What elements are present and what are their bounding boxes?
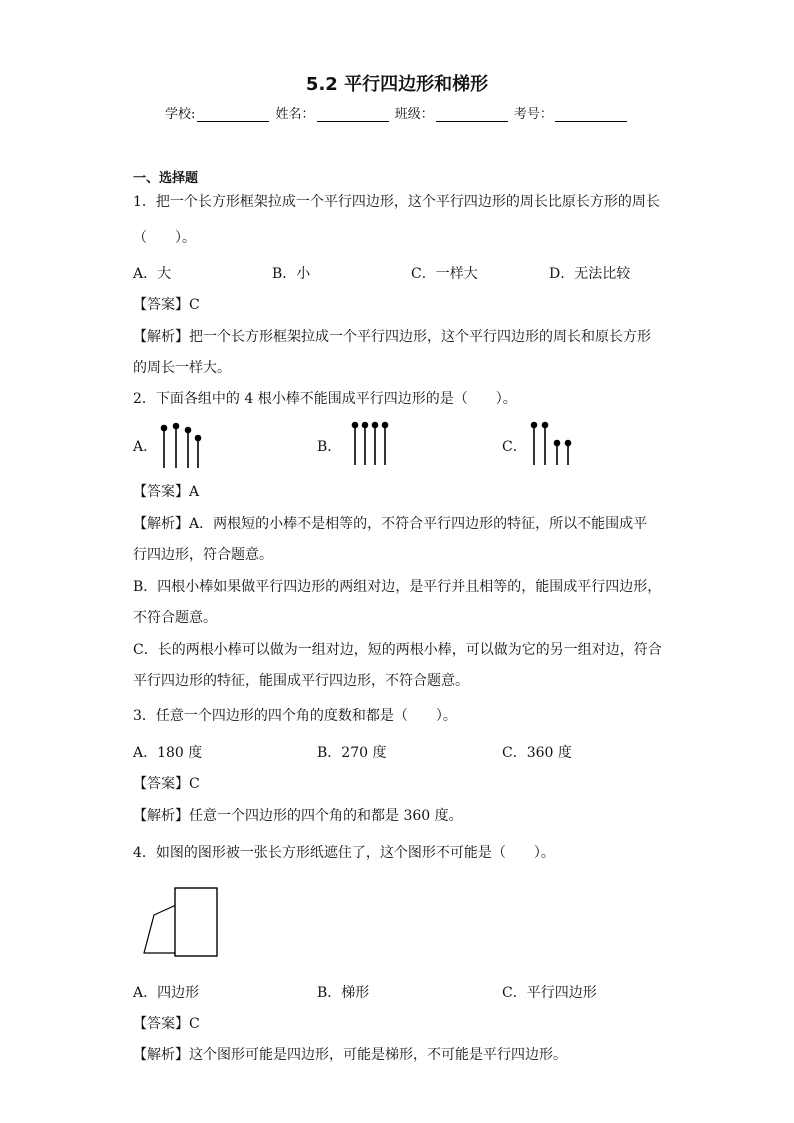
name-blank[interactable] — [317, 107, 389, 122]
q1-stem-line1: 1．把一个长方形框架拉成一个平行四边形，这个平行四边形的周长比原长方形的周长 — [133, 194, 660, 210]
q1-stem-line2: （ ）。 — [133, 230, 196, 246]
sticks-figure-b — [346, 417, 396, 467]
q2-analysis-line3: B．四根小棒如果做平行四边形的两组对边，是平行并且相等的，能围成平行四边形， — [133, 579, 662, 595]
covered-shape-figure — [140, 885, 222, 960]
q1-analysis-line2: 的周长一样大。 — [133, 360, 231, 376]
q2-answer: 【答案】A — [133, 484, 200, 500]
q4-analysis: 【解析】这个图形可能是四边形，可能是梯形，不可能是平行四边形。 — [133, 1047, 567, 1063]
q2-option-a[interactable]: A． — [133, 439, 158, 455]
sticks-figure-c — [526, 417, 576, 467]
name-label: 姓名： — [275, 107, 315, 122]
q2-analysis-line6: 平行四边形的特征，能围成平行四边形，不符合题意。 — [133, 673, 469, 689]
q1-option-b[interactable]: B．小 — [272, 266, 311, 282]
q3-answer: 【答案】C — [133, 776, 200, 792]
sticks-figure-a — [156, 420, 206, 470]
school-blank[interactable] — [197, 107, 269, 122]
q3-option-c[interactable]: C．360 度 — [502, 745, 572, 761]
q2-analysis-line5: C．长的两根小棒可以做为一组对边，短的两根小棒，可以做为它的另一组对边，符合 — [133, 642, 662, 658]
q3-option-a[interactable]: A．180 度 — [133, 745, 203, 761]
q1-answer: 【答案】C — [133, 297, 200, 313]
page-title: 5.2 平行四边形和梯形 — [305, 74, 489, 95]
q3-analysis: 【解析】任意一个四边形的四个角的和都是 360 度。 — [133, 808, 463, 824]
q2-option-c[interactable]: C． — [502, 439, 527, 455]
class-label: 班级： — [394, 107, 434, 122]
q4-option-a[interactable]: A．四边形 — [133, 985, 200, 1001]
q2-analysis-line2: 行四边形，符合题意。 — [133, 547, 273, 563]
q1-option-c[interactable]: C．一样大 — [411, 266, 478, 282]
q1-option-a[interactable]: A．大 — [133, 266, 172, 282]
student-info-line — [165, 103, 629, 122]
q3-stem: 3．任意一个四边形的四个角的度数和都是（ ）。 — [133, 708, 457, 724]
q2-analysis-line4: 不符合题意。 — [133, 610, 217, 626]
q4-option-c[interactable]: C．平行四边形 — [502, 985, 597, 1001]
exam-number-blank[interactable] — [555, 107, 627, 122]
class-blank[interactable] — [436, 107, 508, 122]
q2-analysis-line1: 【解析】A．两根短的小棒不是相等的，不符合平行四边形的特征，所以不能围成平 — [133, 516, 648, 532]
q3-option-b[interactable]: B．270 度 — [317, 745, 387, 761]
q2-stem: 2．下面各组中的 4 根小棒不能围成平行四边形的是（ ）。 — [133, 391, 517, 407]
q1-analysis-line1: 【解析】把一个长方形框架拉成一个平行四边形，这个平行四边形的周长和原长方形 — [133, 329, 651, 345]
q4-stem: 4．如图的图形被一张长方形纸遮住了，这个图形不可能是（ ）。 — [133, 845, 555, 861]
section-heading: 一、选择题 — [133, 171, 199, 186]
exam-number-label: 考号： — [513, 107, 553, 122]
q4-answer: 【答案】C — [133, 1016, 200, 1032]
school-label: 学校: — [165, 107, 196, 122]
q2-option-b[interactable]: B． — [317, 439, 342, 455]
q4-option-b[interactable]: B．梯形 — [317, 985, 370, 1001]
q1-option-d[interactable]: D．无法比较 — [549, 266, 631, 282]
